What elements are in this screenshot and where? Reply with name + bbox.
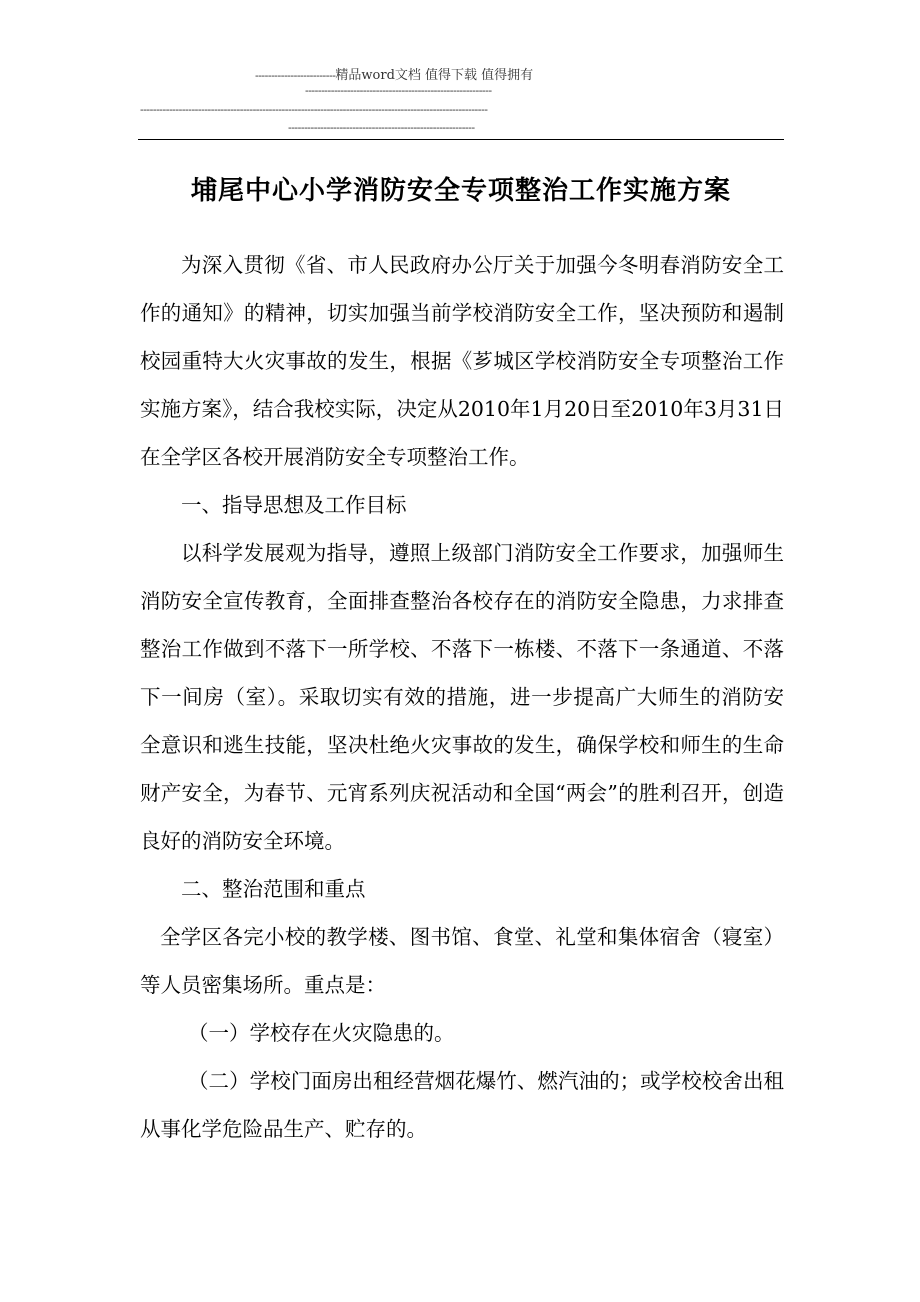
header-dash-line-4: ---------------------------------------------------------- bbox=[288, 121, 475, 134]
header-dash-line-3: ------------------------------------------------------------------------------------------------------------ bbox=[140, 103, 488, 116]
header-banner bbox=[255, 64, 533, 83]
document-body bbox=[140, 241, 784, 1153]
header-dashes: ------------------------- bbox=[255, 69, 336, 82]
list-item-2: （二）学校门面房出租经营烟花爆竹、燃汽油的；或学校校舍出租从事化学危险品生产、贮存的。 bbox=[140, 1069, 784, 1141]
header-dash-line-2: ---------------------------------------------------------- bbox=[305, 84, 492, 97]
section-heading-1: 一、指导思想及工作目标 bbox=[181, 493, 407, 517]
document-title: 埔尾中心小学消防安全专项整治工作实施方案 bbox=[190, 176, 731, 206]
section-heading-2: 二、整治范围和重点 bbox=[181, 877, 366, 901]
header-banner-text: 精品word文档 值得下载 值得拥有 bbox=[335, 68, 534, 83]
paragraph-intro: 为深入贯彻《省、市人民政府办公厅关于加强今冬明春消防安全工作的通知》的精神，切实加强当前学校消防安全工作，坚决预防和遏制校园重特大火灾事故的发生，根据《芗城区学校消防安全专项整治工作实施方案》，结合我校实际，决定从2010年1月20日至2010年3月31日在全学区各校开展消防安全专项整治工作。 bbox=[140, 253, 784, 469]
paragraph-guiding: 以科学发展观为指导，遵照上级部门消防安全工作要求，加强师生消防安全宣传教育，全面排查整治各校存在的消防安全隐患，力求排查整治工作做到不落下一所学校、不落下一栋楼、不落下一条通道、不落下一间房（室）。采取切实有效的措施，进一步提高广大师生的消防安全意识和逃生技能，坚决杜绝火灾事故的发生，确保学校和师生的生命财产安全，为春节、元宵系列庆祝活动和全国“两会”的胜利召开，创造良好的消防安全环境。 bbox=[140, 541, 784, 853]
list-item-1: （一）学校存在火灾隐患的。 bbox=[188, 1021, 455, 1045]
header-rule bbox=[138, 139, 784, 140]
paragraph-scope: 全学区各完小校的教学楼、图书馆、食堂、礼堂和集体宿舍（寝室）等人员密集场所。重点是： bbox=[140, 925, 784, 997]
